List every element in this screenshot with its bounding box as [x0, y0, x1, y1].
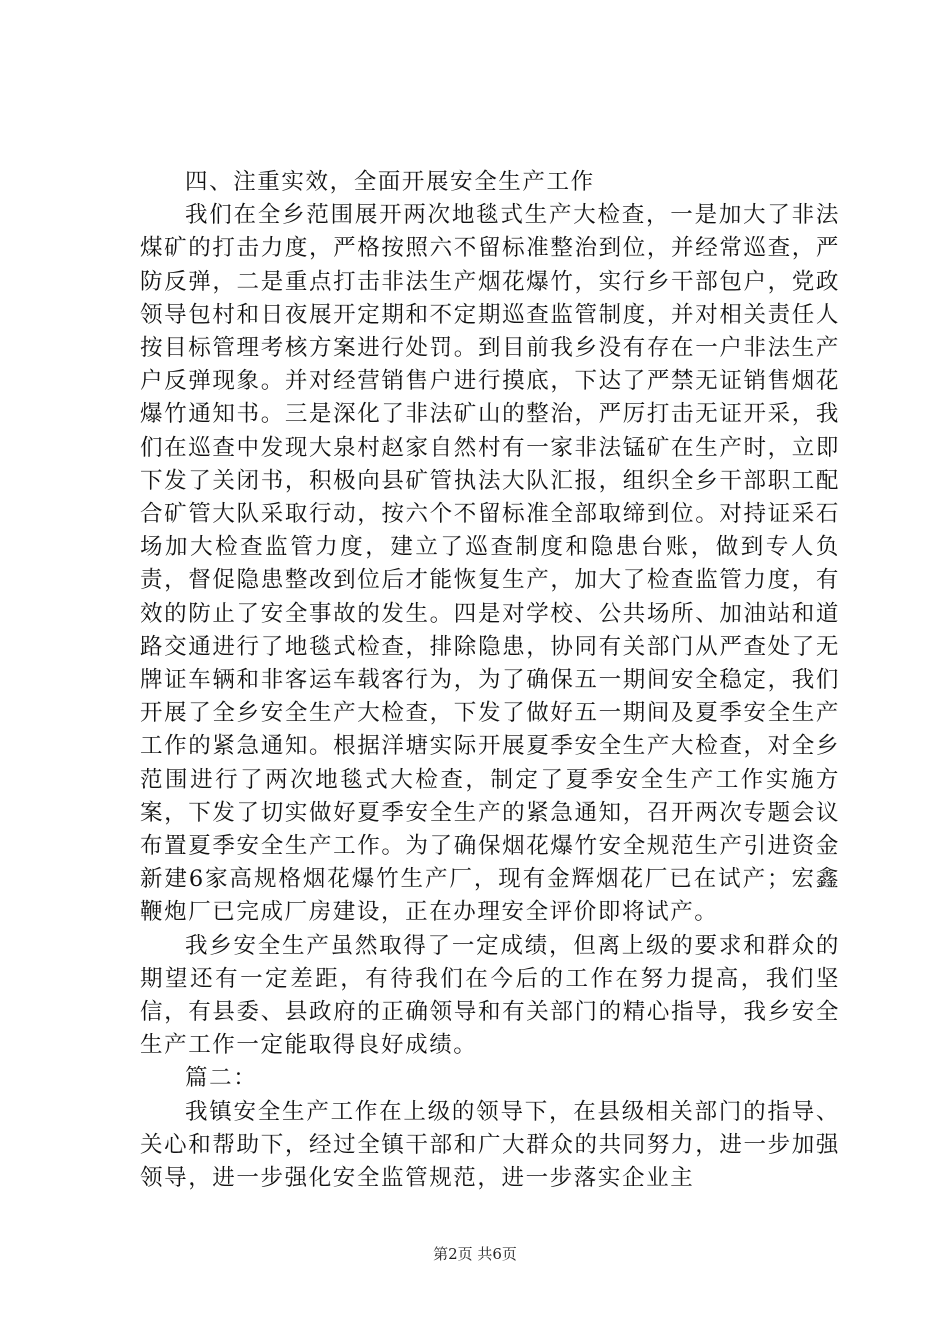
body-paragraph-3: 我镇安全生产工作在上级的领导下，在县级相关部门的指导、关心和帮助下，经过全镇干部和广大群众的共同努力，进一步加强领导，进一步强化安全监管规范，进一步落实企业主 [140, 1098, 840, 1192]
section-heading: 四、注重实效，全面开展安全生产工作 [185, 169, 595, 195]
body-paragraph-2: 我乡安全生产虽然取得了一定成绩，但离上级的要求和群众的期望还有一定差距，有待我们在今后的工作在努力提高，我们坚信，有县委、县政府的正确领导和有关部门的精心指导，我乡安全生产工作一定能取得良好成绩。 [140, 932, 840, 1059]
body-paragraph-1: 我们在全乡范围展开两次地毯式生产大检查，一是加大了非法煤矿的打击力度，严格按照六不留标准整治到位，并经常巡查，严防反弹，二是重点打击非法生产烟花爆竹，实行乡干部包户，党政领导包村和日夜展开定期和不定期巡查监管制度，并对相关责任人按目标管理考核方案进行处罚。到目前我乡没有存在一户非法生产户反弹现象。并对经营销售户进行摸底，下达了严禁无证销售烟花爆竹通知书。三是深化了非法矿山的整治，严厉打击无证开采，我们在巡查中发现大泉村赵家自然村有一家非法锰矿在生产时，立即下发了关闭书，积极向县矿管执法大队汇报，组织全乡干部职工配合矿管大队采取行动，按六个不留标准全部取缔到位。对持证采石场加大检查监管力度，建立了巡查制度和隐患台账，做到专人负责，督促隐患整改到位后才能恢复生产，加大了检查监管力度，有效的防止了安全事故的发生。四是对学校、公共场所、加油站和道路交通进行了地毯式检查，排除隐患，协同有关部门从严查处了无牌证车辆和非客运车载客行为，为了确保五一期间安全稳定，我们开展了全乡安全生产大检查，下发了做好五一期间及夏季安全生产工作的紧急通知。根据洋塘实际开展夏季安全生产大检查，对全乡范围进行了两次地毯式大检查，制定了夏季安全生产工作实施方案，下发了切实做好夏季安全生产的紧急通知，召开两次专题会议布置夏季安全生产工作。为了确保烟花爆竹安全规范生产引进资金新建6家高规格烟花爆竹生产厂，现有金辉烟花厂已在试产；宏鑫鞭炮厂已完成厂房建设，正在办理安全评价即将试产。 [140, 202, 840, 926]
document-body [140, 166, 840, 1195]
page-footer: 第2页 共6页 [433, 1245, 517, 1263]
section-label: 篇二： [185, 1065, 258, 1092]
